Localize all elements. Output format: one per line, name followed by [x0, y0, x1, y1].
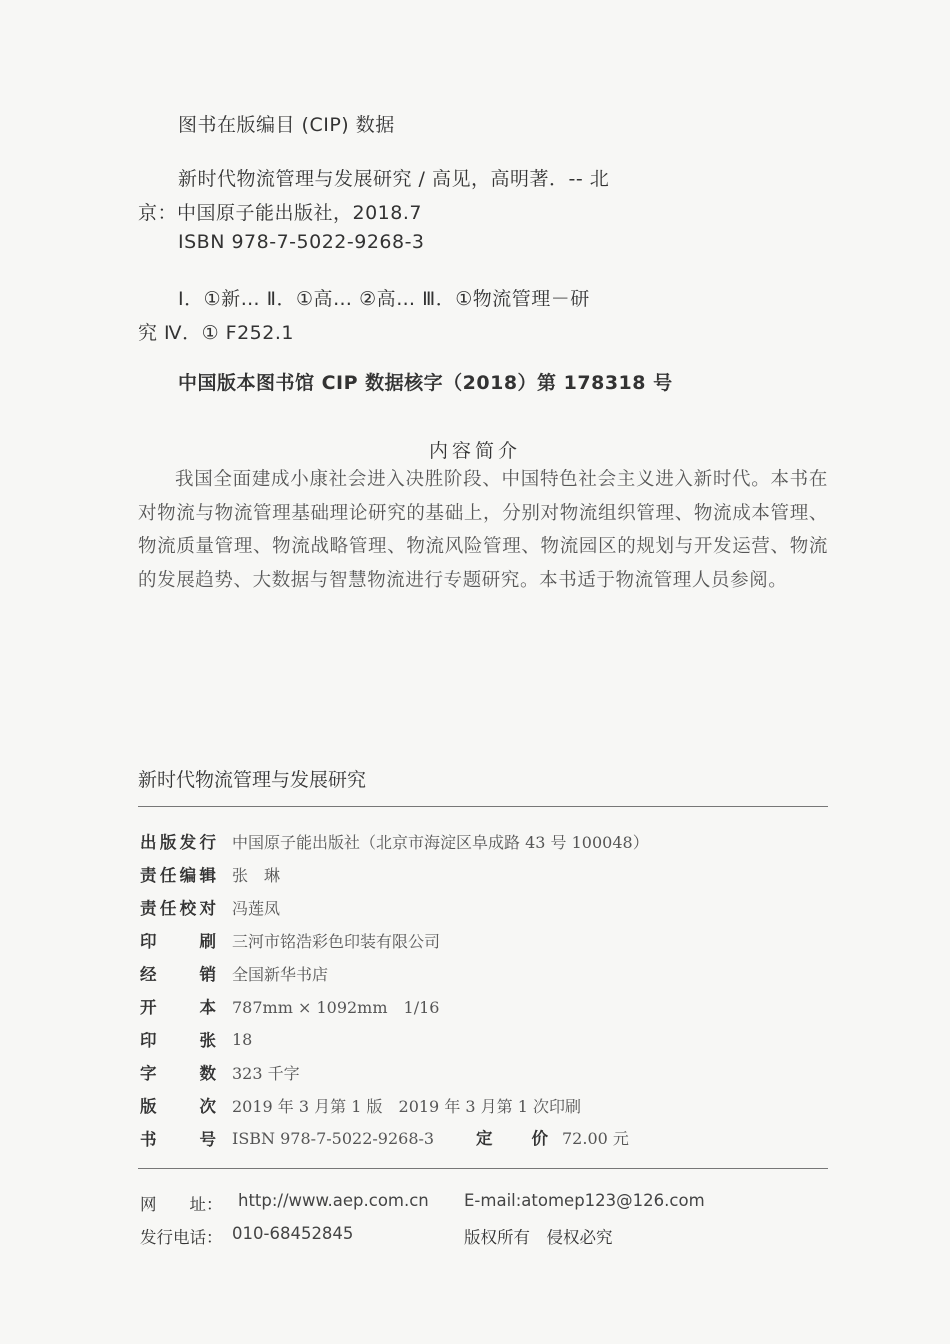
- detail-value: 张 琳: [232, 865, 281, 885]
- detail-row: [140, 1057, 300, 1087]
- detail-label-char: 版: [140, 1097, 157, 1116]
- detail-label-char: 发: [179, 833, 197, 852]
- detail-row: [140, 892, 280, 922]
- detail-row: [140, 859, 280, 889]
- detail-label-char: 印: [140, 932, 157, 951]
- detail-label: [140, 1126, 216, 1150]
- detail-label-char: 字: [140, 1064, 157, 1083]
- detail-row: [140, 1090, 581, 1120]
- detail-row: [140, 991, 439, 1021]
- detail-value: 2019 年 3 月第 1 版 2019 年 3 月第 1 次印刷: [232, 1096, 582, 1116]
- detail-label: [140, 1027, 216, 1051]
- detail-label-char: 刷: [199, 932, 216, 951]
- price-label-char: 定: [476, 1129, 493, 1148]
- detail-value: 18: [232, 1029, 253, 1049]
- website-link[interactable]: http://www.aep.com.cn: [238, 1191, 429, 1210]
- bottom-divider: [138, 1168, 828, 1169]
- detail-label: [140, 1093, 216, 1117]
- cip-title-line-2: 京：中国原子能出版社，2018.7: [138, 202, 422, 224]
- detail-label: [140, 862, 216, 886]
- detail-value: 冯莲凤: [232, 898, 281, 918]
- detail-label-char: 印: [140, 1031, 157, 1050]
- price-value: 72.00 元: [562, 1128, 629, 1148]
- detail-label-char: 版: [159, 833, 177, 852]
- cip-heading: 图书在版编目 (CIP) 数据: [178, 114, 395, 136]
- book-title: 新时代物流管理与发展研究: [138, 769, 367, 791]
- detail-label: [140, 961, 216, 985]
- detail-label-char: 对: [199, 899, 216, 918]
- detail-label-char: 校: [179, 899, 197, 918]
- cip-isbn: ISBN 978-7-5022-9268-3: [178, 231, 425, 253]
- summary-heading: 内容简介: [428, 440, 521, 462]
- website-label: 网 址：: [140, 1195, 223, 1214]
- detail-label-char: 开: [140, 998, 157, 1017]
- phone-label: 发行电话：: [140, 1228, 223, 1247]
- detail-label-char: 任: [159, 899, 177, 918]
- detail-row: [140, 958, 328, 988]
- detail-label-char: 辑: [199, 866, 216, 885]
- cip-title-line-1: 新时代物流管理与发展研究 / 高见，高明著．-- 北: [178, 168, 610, 190]
- detail-label: [140, 895, 216, 919]
- detail-label-char: 销: [199, 965, 216, 984]
- detail-label-char: 经: [140, 965, 157, 984]
- detail-value: 323 千字: [232, 1063, 300, 1083]
- detail-row: [140, 826, 649, 856]
- price-label-char: 价: [531, 1129, 548, 1148]
- detail-label-char: 号: [199, 1130, 216, 1149]
- email-link[interactable]: E-mail:atomep123@126.com: [464, 1191, 705, 1210]
- detail-label-char: 本: [199, 998, 216, 1017]
- cip-record-number: 中国版本图书馆 CIP 数据核字（2018）第 178318 号: [178, 372, 673, 394]
- top-divider: [138, 806, 828, 807]
- summary-body: 我国全面建成小康社会进入决胜阶段、中国特色社会主义进入新时代。本书在对物流与物流管理基础理论研究的基础上，分别对物流组织管理、物流成本管理、物流质量管理、物流战略管理、物流风险管理、物流园区的规划与开发运营、物流的发展趋势、大数据与智慧物流进行专题研究。本书适于物流管理人员参阅。: [138, 469, 828, 591]
- detail-row: [140, 1123, 434, 1153]
- detail-label-char: 编: [179, 866, 197, 885]
- detail-label-char: 责: [140, 866, 157, 885]
- detail-value: 全国新华书店: [232, 964, 329, 984]
- detail-label: [140, 829, 216, 853]
- cip-classification-line-1: Ⅰ．①新… Ⅱ．①高… ②高… Ⅲ．①物流管理－研: [178, 288, 590, 310]
- detail-value: 中国原子能出版社（北京市海淀区阜成路 43 号 100048）: [232, 832, 649, 852]
- detail-label: [140, 994, 216, 1018]
- rights-notice: 版权所有 侵权必究: [464, 1228, 613, 1247]
- detail-label-char: 出: [140, 833, 157, 852]
- detail-label-char: 书: [140, 1130, 157, 1149]
- price-label: [476, 1125, 548, 1149]
- detail-row: [140, 1024, 252, 1054]
- price-row: [476, 1122, 629, 1152]
- detail-value: 787mm × 1092mm 1/16: [232, 997, 440, 1017]
- detail-label-char: 次: [199, 1097, 216, 1116]
- detail-label-char: 张: [199, 1031, 216, 1050]
- detail-label: [140, 1060, 216, 1084]
- detail-label-char: 数: [199, 1064, 216, 1083]
- detail-label-char: 责: [140, 899, 157, 918]
- detail-label-char: 行: [199, 833, 216, 852]
- detail-label: [140, 928, 216, 952]
- cip-classification-line-2: 究 Ⅳ．① F252.1: [138, 322, 294, 344]
- detail-label-char: 任: [159, 866, 177, 885]
- phone-number: 010-68452845: [232, 1224, 354, 1243]
- detail-value: ISBN 978-7-5022-9268-3: [232, 1128, 435, 1148]
- detail-value: 三河市铭浩彩色印装有限公司: [232, 931, 441, 951]
- detail-row: [140, 925, 440, 955]
